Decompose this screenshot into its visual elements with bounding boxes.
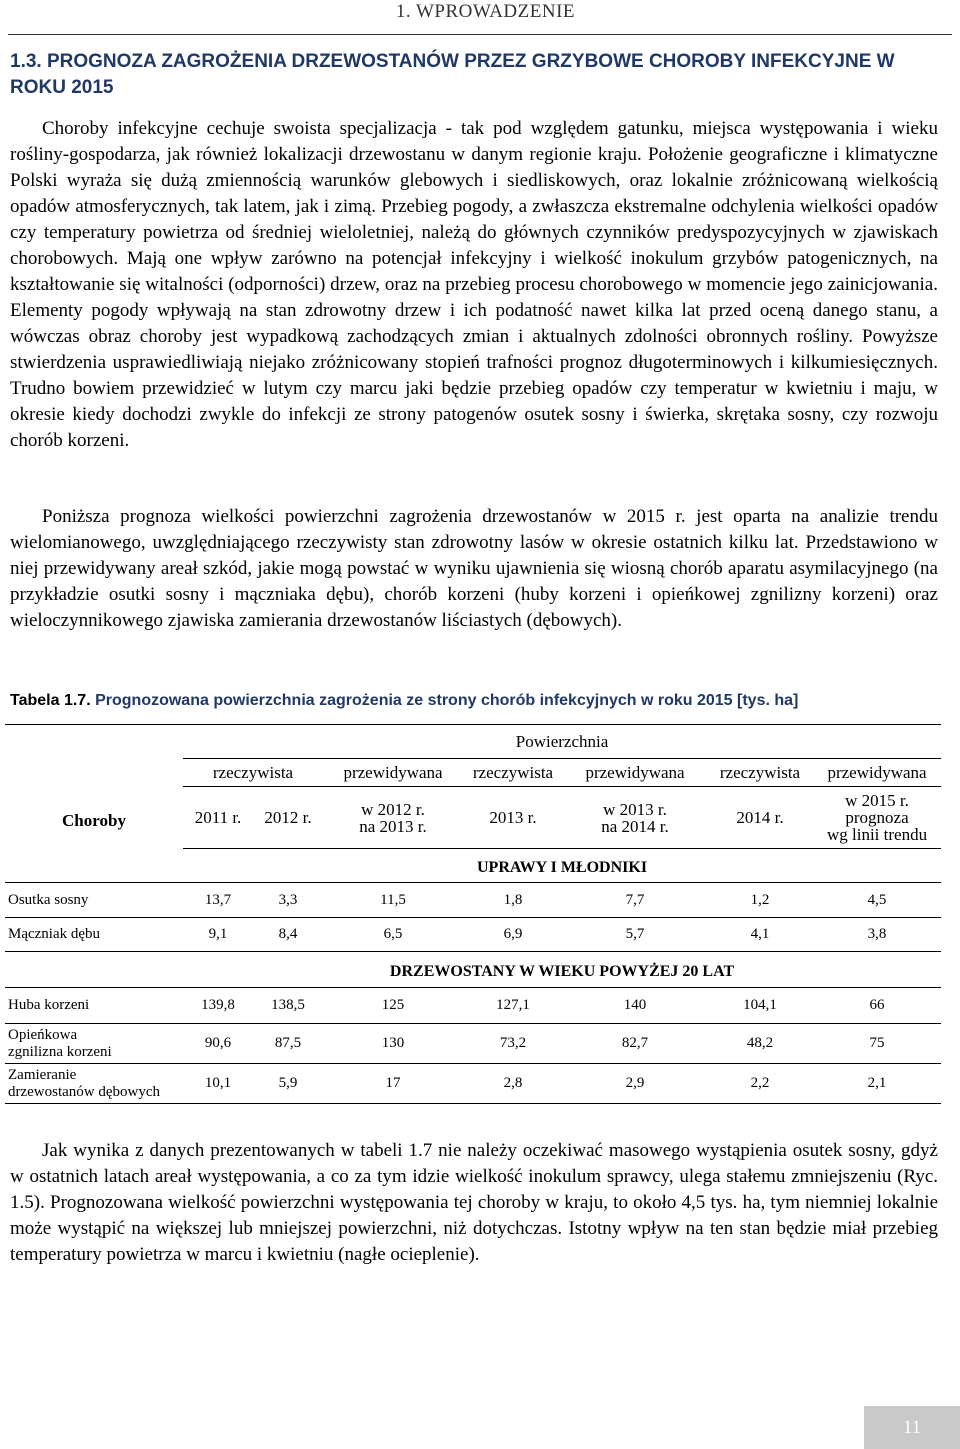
cell: 10,1: [183, 1064, 253, 1104]
table-row: [5, 918, 941, 952]
section-header-mature: DRZEWOSTANY W WIEKU POWYŻEJ 20 LAT: [183, 952, 941, 988]
header-type-3: rzeczywista: [463, 759, 563, 787]
header-type-4: przewidywana: [563, 759, 707, 787]
header-pred-2015-line2: prognoza: [845, 808, 909, 827]
cell: 1,2: [707, 883, 813, 918]
header-pred-2013-line1: w 2012 r.: [361, 799, 425, 819]
table-caption-text: Prognozowana powierzchnia zagrożenia ze strony chorób infekcyjnych w roku 2015 [tys. ha]: [95, 692, 799, 709]
header-pred-2015: [813, 787, 941, 849]
forecast-text: Poniższa prognoza wielkości powierzchni zagrożenia drzewostanów w 2015 r. jest oparta na analizie trendu wielomianowego, uwzględniającego rzeczywisty stan zdrowotny lasów w okresie ostatnich kilku lat. Przedstawiono w niej przewidywany areał szkód, jakie mogą powstać w wyniku ujawnienia się wiosną chorób aparatu asymilacyjnego (na przykładzie osutki sosny i mączniaka dębu), chorób korzeni (huby korzeni i opieńkowej zgnilizny korzeni) oraz wieloczynnikowego zjawiska zamierania drzewostanów liściastych (dębowych).: [10, 506, 938, 631]
table-row: [5, 1024, 941, 1064]
header-year-2013: 2013 r.: [463, 787, 563, 849]
cell: 7,7: [563, 883, 707, 918]
intro-paragraph: [10, 116, 938, 454]
cell: 125: [323, 988, 463, 1024]
cell: 1,8: [463, 883, 563, 918]
cell: 4,5: [813, 883, 941, 918]
table-row: [5, 883, 941, 918]
table-caption: [10, 690, 910, 712]
table-row: [5, 1064, 941, 1104]
intro-text: Choroby infekcyjne cechuje swoista specjalizacja - tak pod względem gatunku, miejsca występowania i wieku rośliny-gospodarza, jak również lokalizacji drzewostanu w danym regionie kraju. Położenie geograficzne i klimatyczne Polski wyraża się dużą zmiennością warunków glebowych i siedliskowych, oraz lokalnie zróżnicowaną wielkością opadów atmosferycznych, tak latem, jak i zimą. Przebieg pogody, a zwłaszcza ekstremalne odchylenia wielkości opadów czy temperatury powietrza od średniej wieloletniej, należą do głównych czynników predyspozycyjnych w zjawiskach chorobowych. Mają one wpływ zarówno na potencjał infekcyjny i wielkość inokulum grzybów patogenicznych, na kształtowanie się witalności (odporności) drzew, oraz na przebieg procesu chorobowego w momencie jego zainicjowania. Elementy pogody wpływają na stan zdrowotny drzew i ich podatność nawet kilka lat przed oceną danego stanu, a wówczas obraz choroby jest wypadkową zachodzących zmian i aktualnych zdolności obronnych rośliny. Powyższe stwierdzenia usprawiedliwiają niejako zróżnicowany stopień trafności prognoz długoterminowych i kilkumiesięcznych. Trudno bowiem przewidzieć w lutym czy marcu jaki będzie przebieg opadów czy temperatur w kwietniu i maju, w okresie kiedy dochodzi zwykle do infekcji ze strony patogenów osutek sosny i świerka, skrętaka sosny, czy rozwoju chorób korzeni.: [10, 118, 938, 451]
header-type-1: rzeczywista: [183, 759, 323, 787]
cell: 2,1: [813, 1064, 941, 1104]
forecast-paragraph: [10, 504, 938, 634]
cell: 48,2: [707, 1024, 813, 1064]
row-label-line1: Opieńkowa: [8, 1026, 78, 1043]
cell: 82,7: [563, 1024, 707, 1064]
cell: 139,8: [183, 988, 253, 1024]
cell: 13,7: [183, 883, 253, 918]
cell: 75: [813, 1024, 941, 1064]
header-type-5: rzeczywista: [707, 759, 813, 787]
header-year-2014: 2014 r.: [707, 787, 813, 849]
header-pred-2015-line1: w 2015 r.: [845, 791, 909, 810]
header-year-2012: 2012 r.: [253, 787, 323, 849]
cell: 3,8: [813, 918, 941, 952]
table-caption-label: Tabela 1.7.: [10, 692, 91, 709]
row-label-line2: zgnilizna korzeni: [8, 1043, 112, 1060]
header-type-6: przewidywana: [813, 759, 941, 787]
row-label: [5, 1024, 183, 1064]
cell: 2,8: [463, 1064, 563, 1104]
running-header: 1. WPROWADZENIE: [395, 1, 575, 22]
section-header-young: UPRAWY I MŁODNIKI: [183, 849, 941, 883]
conclusion-paragraph: [10, 1138, 938, 1268]
cell: 3,3: [253, 883, 323, 918]
cell: 2,9: [563, 1064, 707, 1104]
cell: 127,1: [463, 988, 563, 1024]
header-year-2011: 2011 r.: [183, 787, 253, 849]
group-header: Powierzchnia: [183, 725, 941, 759]
cell: 66: [813, 988, 941, 1024]
header-pred-2015-line3: wg linii trendu: [826, 825, 928, 844]
row-label: Mączniak dębu: [5, 918, 183, 952]
row-label: [5, 1064, 183, 1104]
page-number: 11: [864, 1406, 960, 1449]
header-pred-2013: [323, 787, 463, 849]
cell: 9,1: [183, 918, 253, 952]
conclusion-text: Jak wynika z danych prezentowanych w tabeli 1.7 nie należy oczekiwać masowego wystąpienia osutek sosny, gdyż w ostatnich latach areał występowania, a co za tym idzie wielkość inokulum sprawcy, ulega stałemu zmniejszeniu (Ryc. 1.5). Prognozowana wielkość powierzchni występowania tej choroby w kraju, to około 4,5 tys. ha, tym niemniej lokalnie może wystąpić na większej lub mniejszej powierzchni, niż dotychczas. Istotny wpływ na ten stan będzie miał przebieg temperatury powietrza w marcu i kwietniu (nagłe ocieplenie).: [10, 1140, 938, 1265]
cell: 130: [323, 1024, 463, 1064]
cell: 8,4: [253, 918, 323, 952]
cell: 6,9: [463, 918, 563, 952]
header-type-2: przewidywana: [323, 759, 463, 787]
cell: 138,5: [253, 988, 323, 1024]
row-label-line2: drzewostanów dębowych: [8, 1083, 161, 1100]
cell: 90,6: [183, 1024, 253, 1064]
cell: 73,2: [463, 1024, 563, 1064]
header-pred-2014: [563, 787, 707, 849]
cell: 11,5: [323, 883, 463, 918]
row-label: Osutka sosny: [5, 883, 183, 918]
table-row: [5, 988, 941, 1024]
row-label-line1: Zamieranie: [8, 1066, 77, 1083]
cell: 17: [323, 1064, 463, 1104]
header-pred-2014-line1: w 2013 r.: [603, 799, 667, 819]
cell: 104,1: [707, 988, 813, 1024]
header-pred-2014-line2: na 2014 r.: [601, 816, 669, 836]
cell: 140: [563, 988, 707, 1024]
cell: 87,5: [253, 1024, 323, 1064]
forecast-table: [5, 724, 941, 1104]
header-rule: [8, 34, 952, 35]
cell: 2,2: [707, 1064, 813, 1104]
cell: 6,5: [323, 918, 463, 952]
cell: 5,7: [563, 918, 707, 952]
header-pred-2013-line2: na 2013 r.: [359, 816, 427, 836]
row-header: Choroby: [62, 810, 126, 830]
row-label: Huba korzeni: [5, 988, 183, 1024]
section-heading: 1.3. PROGNOZA ZAGROŻENIA DRZEWOSTANÓW PRZEZ GRZYBOWE CHOROBY INFEKCYJNE W ROKU 2015: [10, 51, 895, 98]
cell: 5,9: [253, 1064, 323, 1104]
cell: 4,1: [707, 918, 813, 952]
